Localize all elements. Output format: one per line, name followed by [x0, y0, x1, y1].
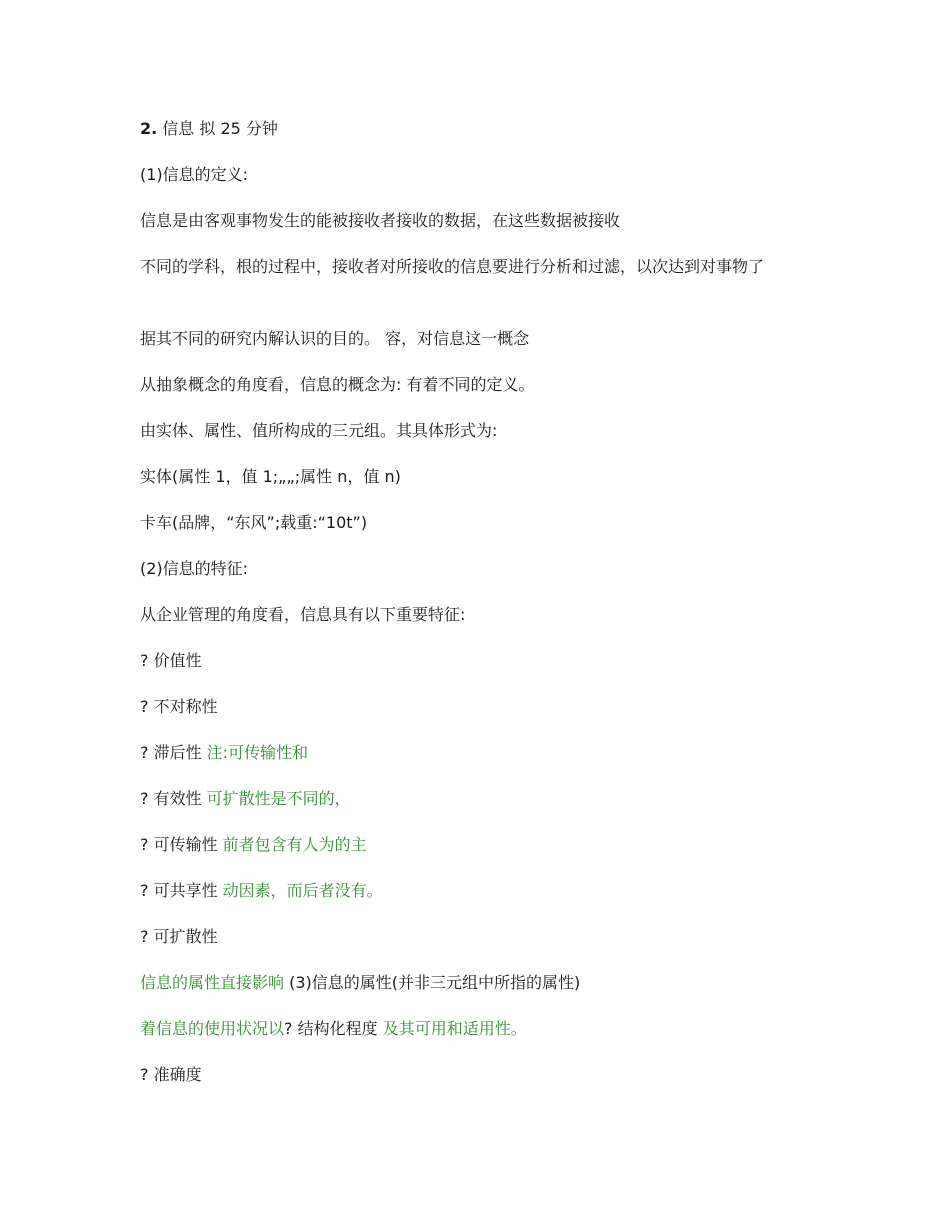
paragraph-line: 信息是由客观事物发生的能被接收者接收的数据，在这些数据被接收: [140, 211, 621, 230]
margin-note: 可扩散性是不同的，: [206, 789, 351, 808]
list-item-text: ? 可共享性: [140, 881, 223, 900]
paragraph-line: 由实体、属性、值所构成的三元组。其具体形式为:: [140, 421, 498, 440]
list-item: ? 不对称性: [140, 697, 218, 716]
section-number: 2.: [140, 119, 158, 138]
margin-note: 前者包含有人为的主: [222, 835, 367, 854]
list-item-text: ? 滞后性: [140, 743, 207, 762]
paragraph-line: 据其不同的研究内解认识的目的。 容，对信息这一概念: [140, 329, 530, 348]
formula-line: 实体(属性 1，值 1;„„;属性 n，值 n): [140, 467, 401, 486]
list-item: ? 准确度: [140, 1065, 202, 1084]
paragraph-line: [140, 1017, 820, 1041]
paragraph-line: 从抽象概念的角度看，信息的概念为: 有着不同的定义。: [140, 375, 535, 394]
margin-note: 动因素，而后者没有。: [222, 881, 383, 900]
paragraph-line: 从企业管理的角度看，信息具有以下重要特征:: [140, 605, 466, 624]
list-item: ? 价值性: [140, 651, 202, 670]
paragraph-definition-title: (1)信息的定义:: [140, 165, 249, 184]
paragraph-features-title: (2)信息的特征:: [140, 559, 249, 578]
list-item: [140, 879, 820, 903]
list-item-text: ? 有效性: [140, 789, 207, 808]
margin-note: 注:可传输性和: [206, 743, 309, 762]
list-item-text: ? 结构化程度: [284, 1019, 383, 1038]
list-item: [140, 787, 820, 811]
attributes-title: (3)信息的属性(并非三元组中所指的属性): [284, 973, 581, 992]
section-title: 信息 拟 25 分钟: [157, 119, 278, 138]
paragraph-line: 不同的学科，根的过程中，接收者对所接收的信息要进行分析和过滤，以次达到对事物了: [140, 257, 765, 276]
list-item: ? 可扩散性: [140, 927, 218, 946]
margin-note: 着信息的使用状况以: [140, 1019, 285, 1038]
list-item: [140, 741, 820, 765]
list-item-text: ? 可传输性: [140, 835, 223, 854]
example-line: 卡车(品牌，“东风”;载重:“10t”): [140, 513, 368, 532]
paragraph-line: [140, 971, 820, 995]
list-item: [140, 833, 820, 857]
section-heading: [140, 117, 820, 141]
margin-note: 信息的属性直接影响: [140, 973, 285, 992]
margin-note: 及其可用和适用性。: [382, 1019, 527, 1038]
